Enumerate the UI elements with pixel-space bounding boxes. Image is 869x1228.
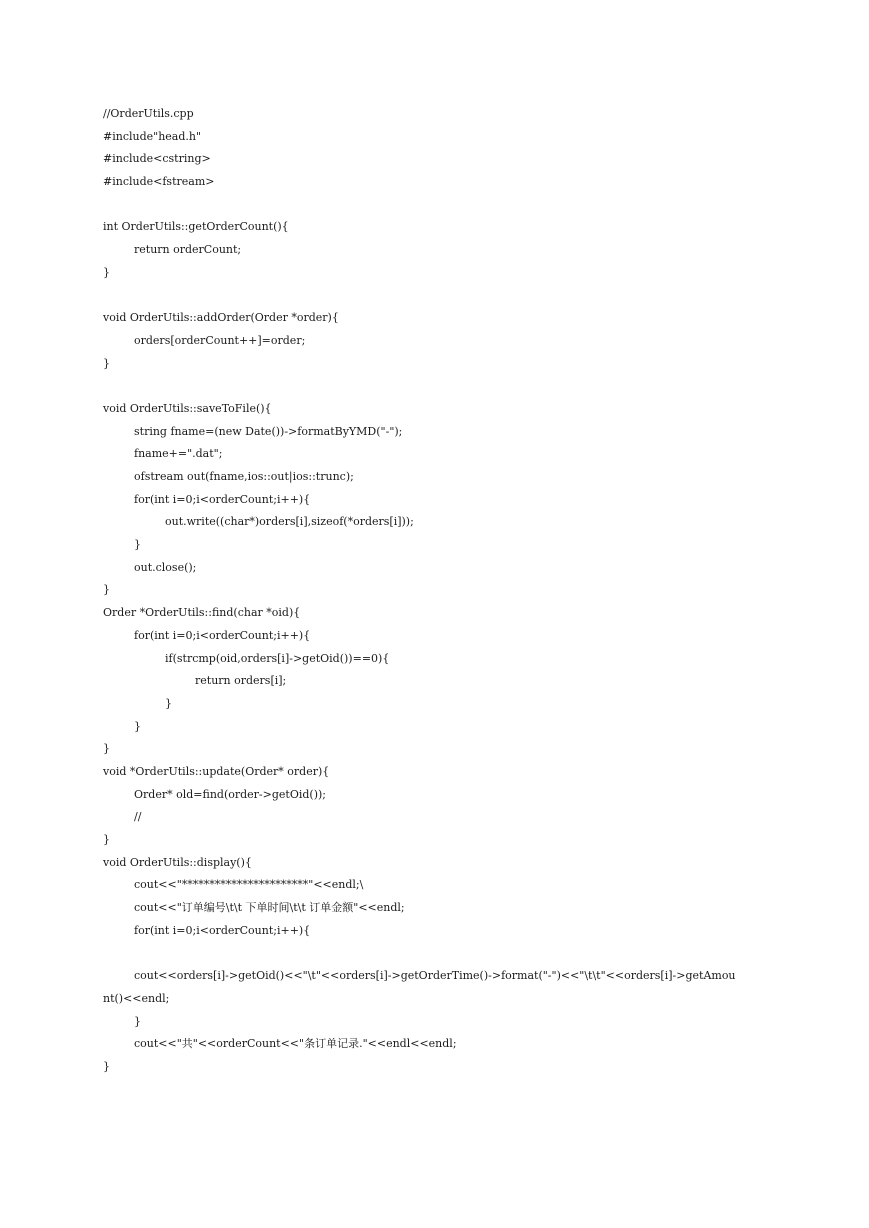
code-line: Order* old=find(order->getOid());	[134, 787, 326, 801]
code-line: out.close();	[134, 560, 197, 574]
code-line: ofstream out(fname,ios::out|ios::trunc);	[134, 470, 354, 483]
code-line: #include"head.h"	[103, 129, 202, 143]
code-line: void OrderUtils::saveToFile(){	[103, 401, 272, 415]
code-line: cout<<"订单编号\t\t 下单时间\t\t 订单金额"<<endl;	[134, 901, 405, 915]
code-line: Order *OrderUtils::find(char *oid){	[103, 606, 301, 620]
code-line: }	[103, 356, 110, 370]
code-line: }	[165, 696, 172, 710]
code-line: for(int i=0;i<orderCount;i++){	[134, 923, 311, 937]
code-line	[103, 375, 803, 398]
code-line: string fname=(new Date())->formatByYMD("-");	[134, 424, 403, 438]
code-line: void OrderUtils::addOrder(Order *order){	[103, 311, 339, 325]
code-line: cout<<orders[i]->getOid()<<"\t"<<orders[i]->getOrderTime()->format("-")<<"\t\t"<<orders[i]->getAmou	[134, 969, 736, 983]
code-line: //	[134, 810, 142, 824]
code-line: }	[103, 1059, 110, 1073]
code-line: }	[103, 265, 110, 279]
code-line: for(int i=0;i<orderCount;i++){	[134, 492, 311, 506]
code-line: //OrderUtils.cpp	[103, 107, 194, 120]
code-line: cout<<"共"<<orderCount<<"条订单记录."<<endl<<endl;	[134, 1037, 457, 1051]
code-line: #include<fstream>	[103, 175, 215, 189]
code-block	[103, 103, 803, 1079]
code-line: for(int i=0;i<orderCount;i++){	[134, 628, 311, 642]
code-line: return orderCount;	[134, 243, 242, 257]
code-line: }	[134, 1014, 141, 1028]
code-line: out.write((char*)orders[i],sizeof(*orders[i]));	[165, 515, 414, 529]
code-line: int OrderUtils::getOrderCount(){	[103, 220, 289, 234]
code-line: nt()<<endl;	[103, 991, 170, 1005]
code-line: void *OrderUtils::update(Order* order){	[103, 764, 330, 778]
code-line: if(strcmp(oid,orders[i]->getOid())==0){	[165, 651, 390, 665]
code-line: #include<cstring>	[103, 152, 211, 166]
code-line: }	[134, 538, 141, 552]
code-line: }	[103, 583, 110, 597]
code-line: fname+=".dat";	[134, 447, 223, 461]
code-line: return orders[i];	[195, 674, 287, 688]
code-line: }	[103, 742, 110, 756]
code-line: }	[103, 833, 110, 846]
code-line: orders[orderCount++]=order;	[134, 333, 306, 347]
code-line: void OrderUtils::display(){	[103, 855, 252, 869]
code-line: }	[134, 719, 141, 733]
code-line	[103, 285, 803, 308]
code-line	[103, 942, 803, 965]
code-line	[103, 194, 803, 217]
code-line: cout<<"***********************"<<endl;\	[134, 878, 364, 892]
